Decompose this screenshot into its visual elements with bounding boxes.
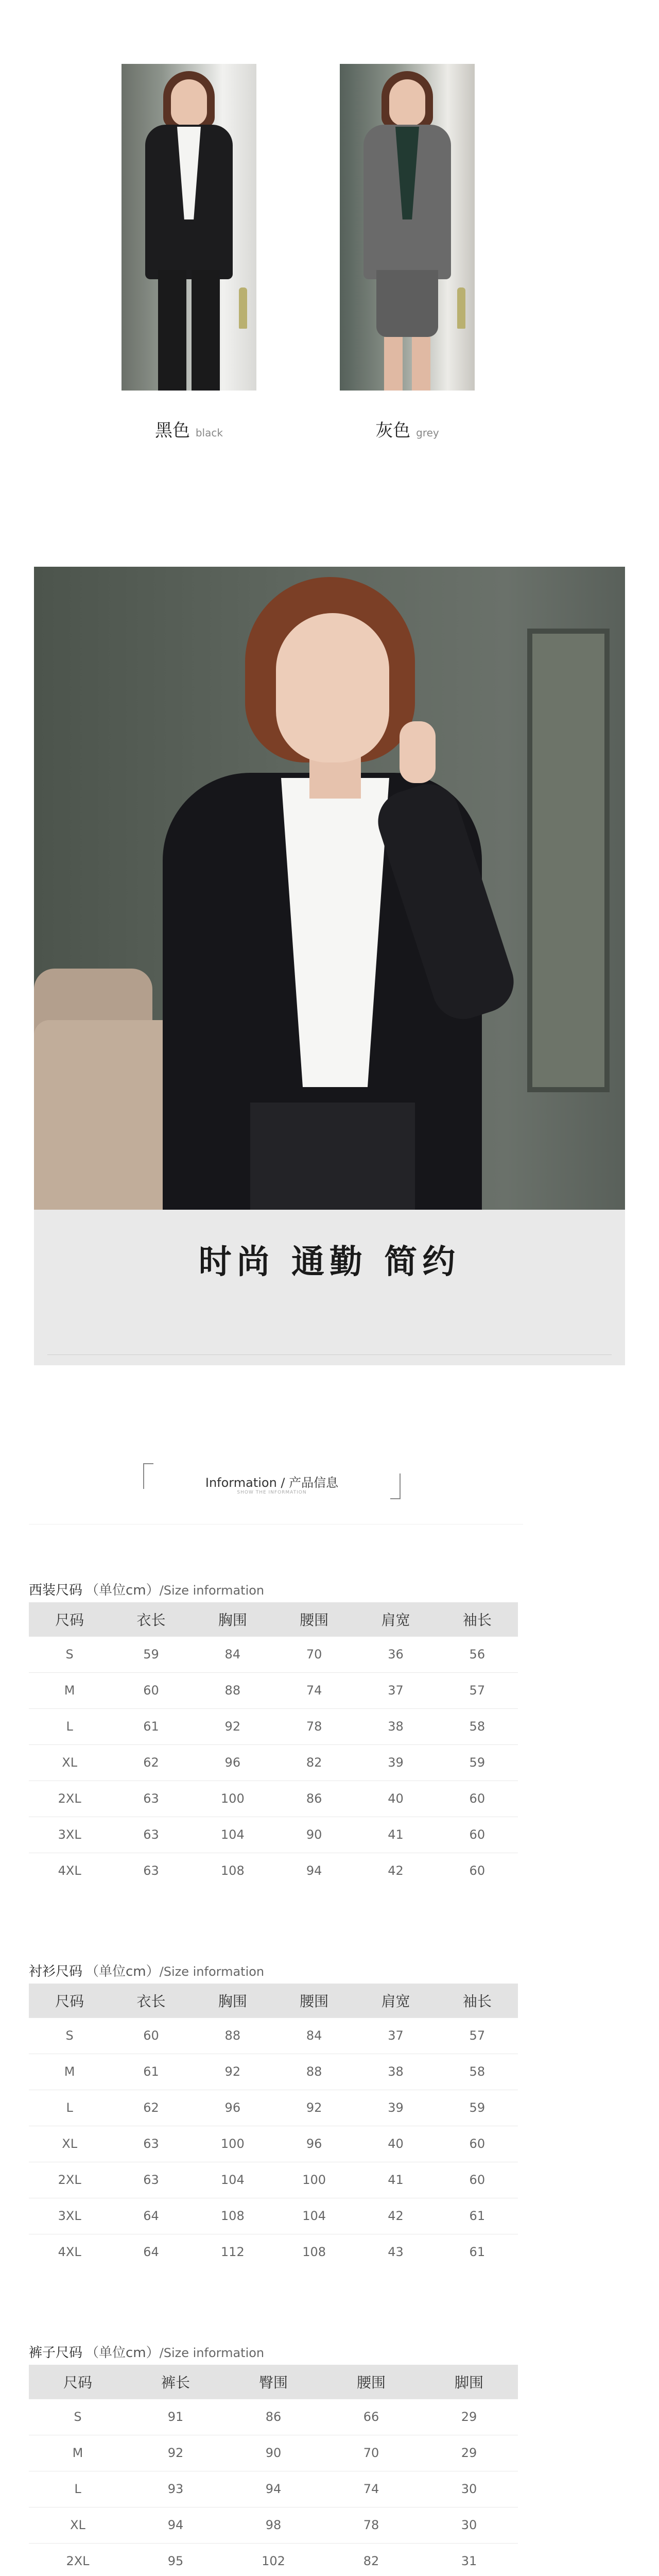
info-title: Information / 产品信息: [205, 1476, 339, 1490]
table-cell: 88: [192, 2018, 273, 2054]
table-row: [29, 2162, 518, 2198]
table-cell: 61: [110, 2054, 192, 2090]
table-row: [29, 1708, 518, 1744]
table-cell: 40: [355, 1781, 436, 1817]
table-cell: 57: [437, 1672, 518, 1708]
table-cell: 42: [355, 2198, 436, 2234]
table-cell: XL: [29, 2507, 127, 2543]
table-cell: 74: [322, 2471, 420, 2507]
table-cell: 112: [192, 2234, 273, 2270]
table-cell: 42: [355, 1853, 436, 1889]
table-cell: 38: [355, 1708, 436, 1744]
table-cell: 70: [273, 1636, 355, 1672]
table-cell: 41: [355, 1817, 436, 1853]
table-cell: 30: [420, 2471, 518, 2507]
size-table-header: 袖长: [437, 1602, 518, 1636]
table-cell: 59: [110, 1636, 192, 1672]
table-cell: S: [29, 2399, 127, 2435]
table-cell: 82: [322, 2543, 420, 2576]
table-cell: 84: [192, 1636, 273, 1672]
size-table-title: 裤子尺码 （单位cm）/Size information: [29, 2345, 265, 2361]
table-row: [29, 1781, 518, 1817]
table-cell: 90: [273, 1817, 355, 1853]
table-cell: L: [29, 1708, 110, 1744]
table-cell: 100: [192, 1781, 273, 1817]
table-row: [29, 1853, 518, 1889]
size-table-title: 衬衫尺码 （单位cm）/Size information: [29, 1964, 265, 1979]
table-cell: 60: [110, 1672, 192, 1708]
table-row: [29, 1817, 518, 1853]
table-cell: 63: [110, 2126, 192, 2162]
table-cell: 4XL: [29, 2234, 110, 2270]
table-row: [29, 1636, 518, 1672]
table-cell: 2XL: [29, 2162, 110, 2198]
info-subtitle: SHOW THE INFORMATION: [237, 1490, 307, 1495]
size-table-header: 尺码: [29, 2365, 127, 2399]
model-photo: [34, 567, 625, 1210]
color-label-black: 黑色 black: [155, 420, 223, 441]
size-table-header: 胸围: [192, 1984, 273, 2018]
table-cell: 39: [355, 2090, 436, 2126]
table-cell: 37: [355, 2018, 436, 2054]
table-cell: S: [29, 2018, 110, 2054]
table-cell: XL: [29, 1744, 110, 1781]
table-cell: 61: [437, 2234, 518, 2270]
table-cell: 104: [192, 1817, 273, 1853]
table-cell: 43: [355, 2234, 436, 2270]
table-cell: 2XL: [29, 2543, 127, 2576]
size-table: [29, 1602, 518, 1889]
table-cell: 96: [192, 2090, 273, 2126]
table-cell: 88: [273, 2054, 355, 2090]
table-cell: 29: [420, 2399, 518, 2435]
table-cell: 108: [192, 1853, 273, 1889]
table-cell: 60: [437, 1853, 518, 1889]
table-cell: 60: [110, 2018, 192, 2054]
table-cell: 96: [273, 2126, 355, 2162]
size-table: [29, 2365, 518, 2576]
table-row: [29, 2471, 518, 2507]
slogan-banner: [34, 1210, 625, 1365]
table-cell: 86: [224, 2399, 322, 2435]
table-cell: 100: [273, 2162, 355, 2198]
table-cell: M: [29, 1672, 110, 1708]
table-cell: 60: [437, 2162, 518, 2198]
table-cell: 95: [127, 2543, 224, 2576]
table-cell: 94: [224, 2471, 322, 2507]
size-table-header: 肩宽: [355, 1602, 436, 1636]
table-cell: 58: [437, 1708, 518, 1744]
table-cell: 41: [355, 2162, 436, 2198]
size-table-header: 腰围: [273, 1602, 355, 1636]
table-row: [29, 1744, 518, 1781]
table-cell: 74: [273, 1672, 355, 1708]
table-cell: 56: [437, 1636, 518, 1672]
table-cell: 64: [110, 2198, 192, 2234]
table-cell: 61: [110, 1708, 192, 1744]
size-table: [29, 1984, 518, 2270]
table-row: [29, 2018, 518, 2054]
table-cell: 98: [224, 2507, 322, 2543]
color-swatch-black-image[interactable]: [122, 64, 256, 391]
size-table-header: 裤长: [127, 2365, 224, 2399]
color-swatch-grey-image[interactable]: [340, 64, 475, 391]
table-row: [29, 2507, 518, 2543]
table-cell: 92: [273, 2090, 355, 2126]
size-table-header: 胸围: [192, 1602, 273, 1636]
slogan-text: 时尚 通勤 简约: [198, 1243, 461, 1281]
table-cell: 82: [273, 1744, 355, 1781]
table-cell: 31: [420, 2543, 518, 2576]
table-cell: 94: [273, 1853, 355, 1889]
table-cell: 4XL: [29, 1853, 110, 1889]
table-cell: 78: [273, 1708, 355, 1744]
table-cell: 37: [355, 1672, 436, 1708]
table-cell: 40: [355, 2126, 436, 2162]
table-cell: 104: [192, 2162, 273, 2198]
table-cell: 92: [127, 2435, 224, 2471]
table-cell: 108: [192, 2198, 273, 2234]
size-table-header: 腰围: [273, 1984, 355, 2018]
color-label-grey: 灰色 grey: [375, 420, 439, 441]
table-cell: 63: [110, 1817, 192, 1853]
table-cell: 57: [437, 2018, 518, 2054]
table-cell: 88: [192, 1672, 273, 1708]
table-row: [29, 2090, 518, 2126]
table-row: [29, 2054, 518, 2090]
table-row: [29, 1672, 518, 1708]
table-cell: 90: [224, 2435, 322, 2471]
table-cell: 92: [192, 2054, 273, 2090]
table-cell: 59: [437, 1744, 518, 1781]
table-cell: 59: [437, 2090, 518, 2126]
size-table-header: 腰围: [322, 2365, 420, 2399]
table-row: [29, 2543, 518, 2576]
table-cell: 2XL: [29, 1781, 110, 1817]
table-cell: 61: [437, 2198, 518, 2234]
size-table-header: 臀围: [224, 2365, 322, 2399]
table-cell: 86: [273, 1781, 355, 1817]
table-cell: 60: [437, 1817, 518, 1853]
table-cell: M: [29, 2435, 127, 2471]
table-cell: 30: [420, 2507, 518, 2543]
table-cell: L: [29, 2090, 110, 2126]
table-cell: 62: [110, 2090, 192, 2126]
table-cell: 102: [224, 2543, 322, 2576]
size-table-header: 肩宽: [355, 1984, 436, 2018]
size-table-header: 尺码: [29, 1984, 110, 2018]
info-header: [143, 1463, 401, 1499]
table-cell: 108: [273, 2234, 355, 2270]
table-cell: 60: [437, 1781, 518, 1817]
size-table-header: 衣长: [110, 1602, 192, 1636]
size-table-header: 脚围: [420, 2365, 518, 2399]
table-cell: 63: [110, 1853, 192, 1889]
table-cell: 93: [127, 2471, 224, 2507]
size-table-header: 衣长: [110, 1984, 192, 2018]
table-row: [29, 2234, 518, 2270]
size-table-header: 袖长: [437, 1984, 518, 2018]
table-cell: 3XL: [29, 1817, 110, 1853]
table-row: [29, 2399, 518, 2435]
table-cell: 3XL: [29, 2198, 110, 2234]
table-cell: 63: [110, 2162, 192, 2198]
table-cell: 29: [420, 2435, 518, 2471]
table-cell: 36: [355, 1636, 436, 1672]
table-cell: 62: [110, 1744, 192, 1781]
table-cell: S: [29, 1636, 110, 1672]
table-cell: 100: [192, 2126, 273, 2162]
table-cell: 60: [437, 2126, 518, 2162]
table-cell: 91: [127, 2399, 224, 2435]
table-cell: XL: [29, 2126, 110, 2162]
table-cell: M: [29, 2054, 110, 2090]
table-cell: 70: [322, 2435, 420, 2471]
table-cell: 66: [322, 2399, 420, 2435]
table-cell: 38: [355, 2054, 436, 2090]
table-cell: 92: [192, 1708, 273, 1744]
table-row: [29, 2126, 518, 2162]
table-cell: 63: [110, 1781, 192, 1817]
table-cell: 58: [437, 2054, 518, 2090]
size-table-title: 西装尺码 （单位cm）/Size information: [29, 1583, 265, 1598]
table-cell: 84: [273, 2018, 355, 2054]
table-row: [29, 2435, 518, 2471]
table-cell: 94: [127, 2507, 224, 2543]
table-cell: 39: [355, 1744, 436, 1781]
table-cell: L: [29, 2471, 127, 2507]
table-cell: 104: [273, 2198, 355, 2234]
table-row: [29, 2198, 518, 2234]
size-table-header: 尺码: [29, 1602, 110, 1636]
table-cell: 96: [192, 1744, 273, 1781]
table-cell: 64: [110, 2234, 192, 2270]
table-cell: 78: [322, 2507, 420, 2543]
